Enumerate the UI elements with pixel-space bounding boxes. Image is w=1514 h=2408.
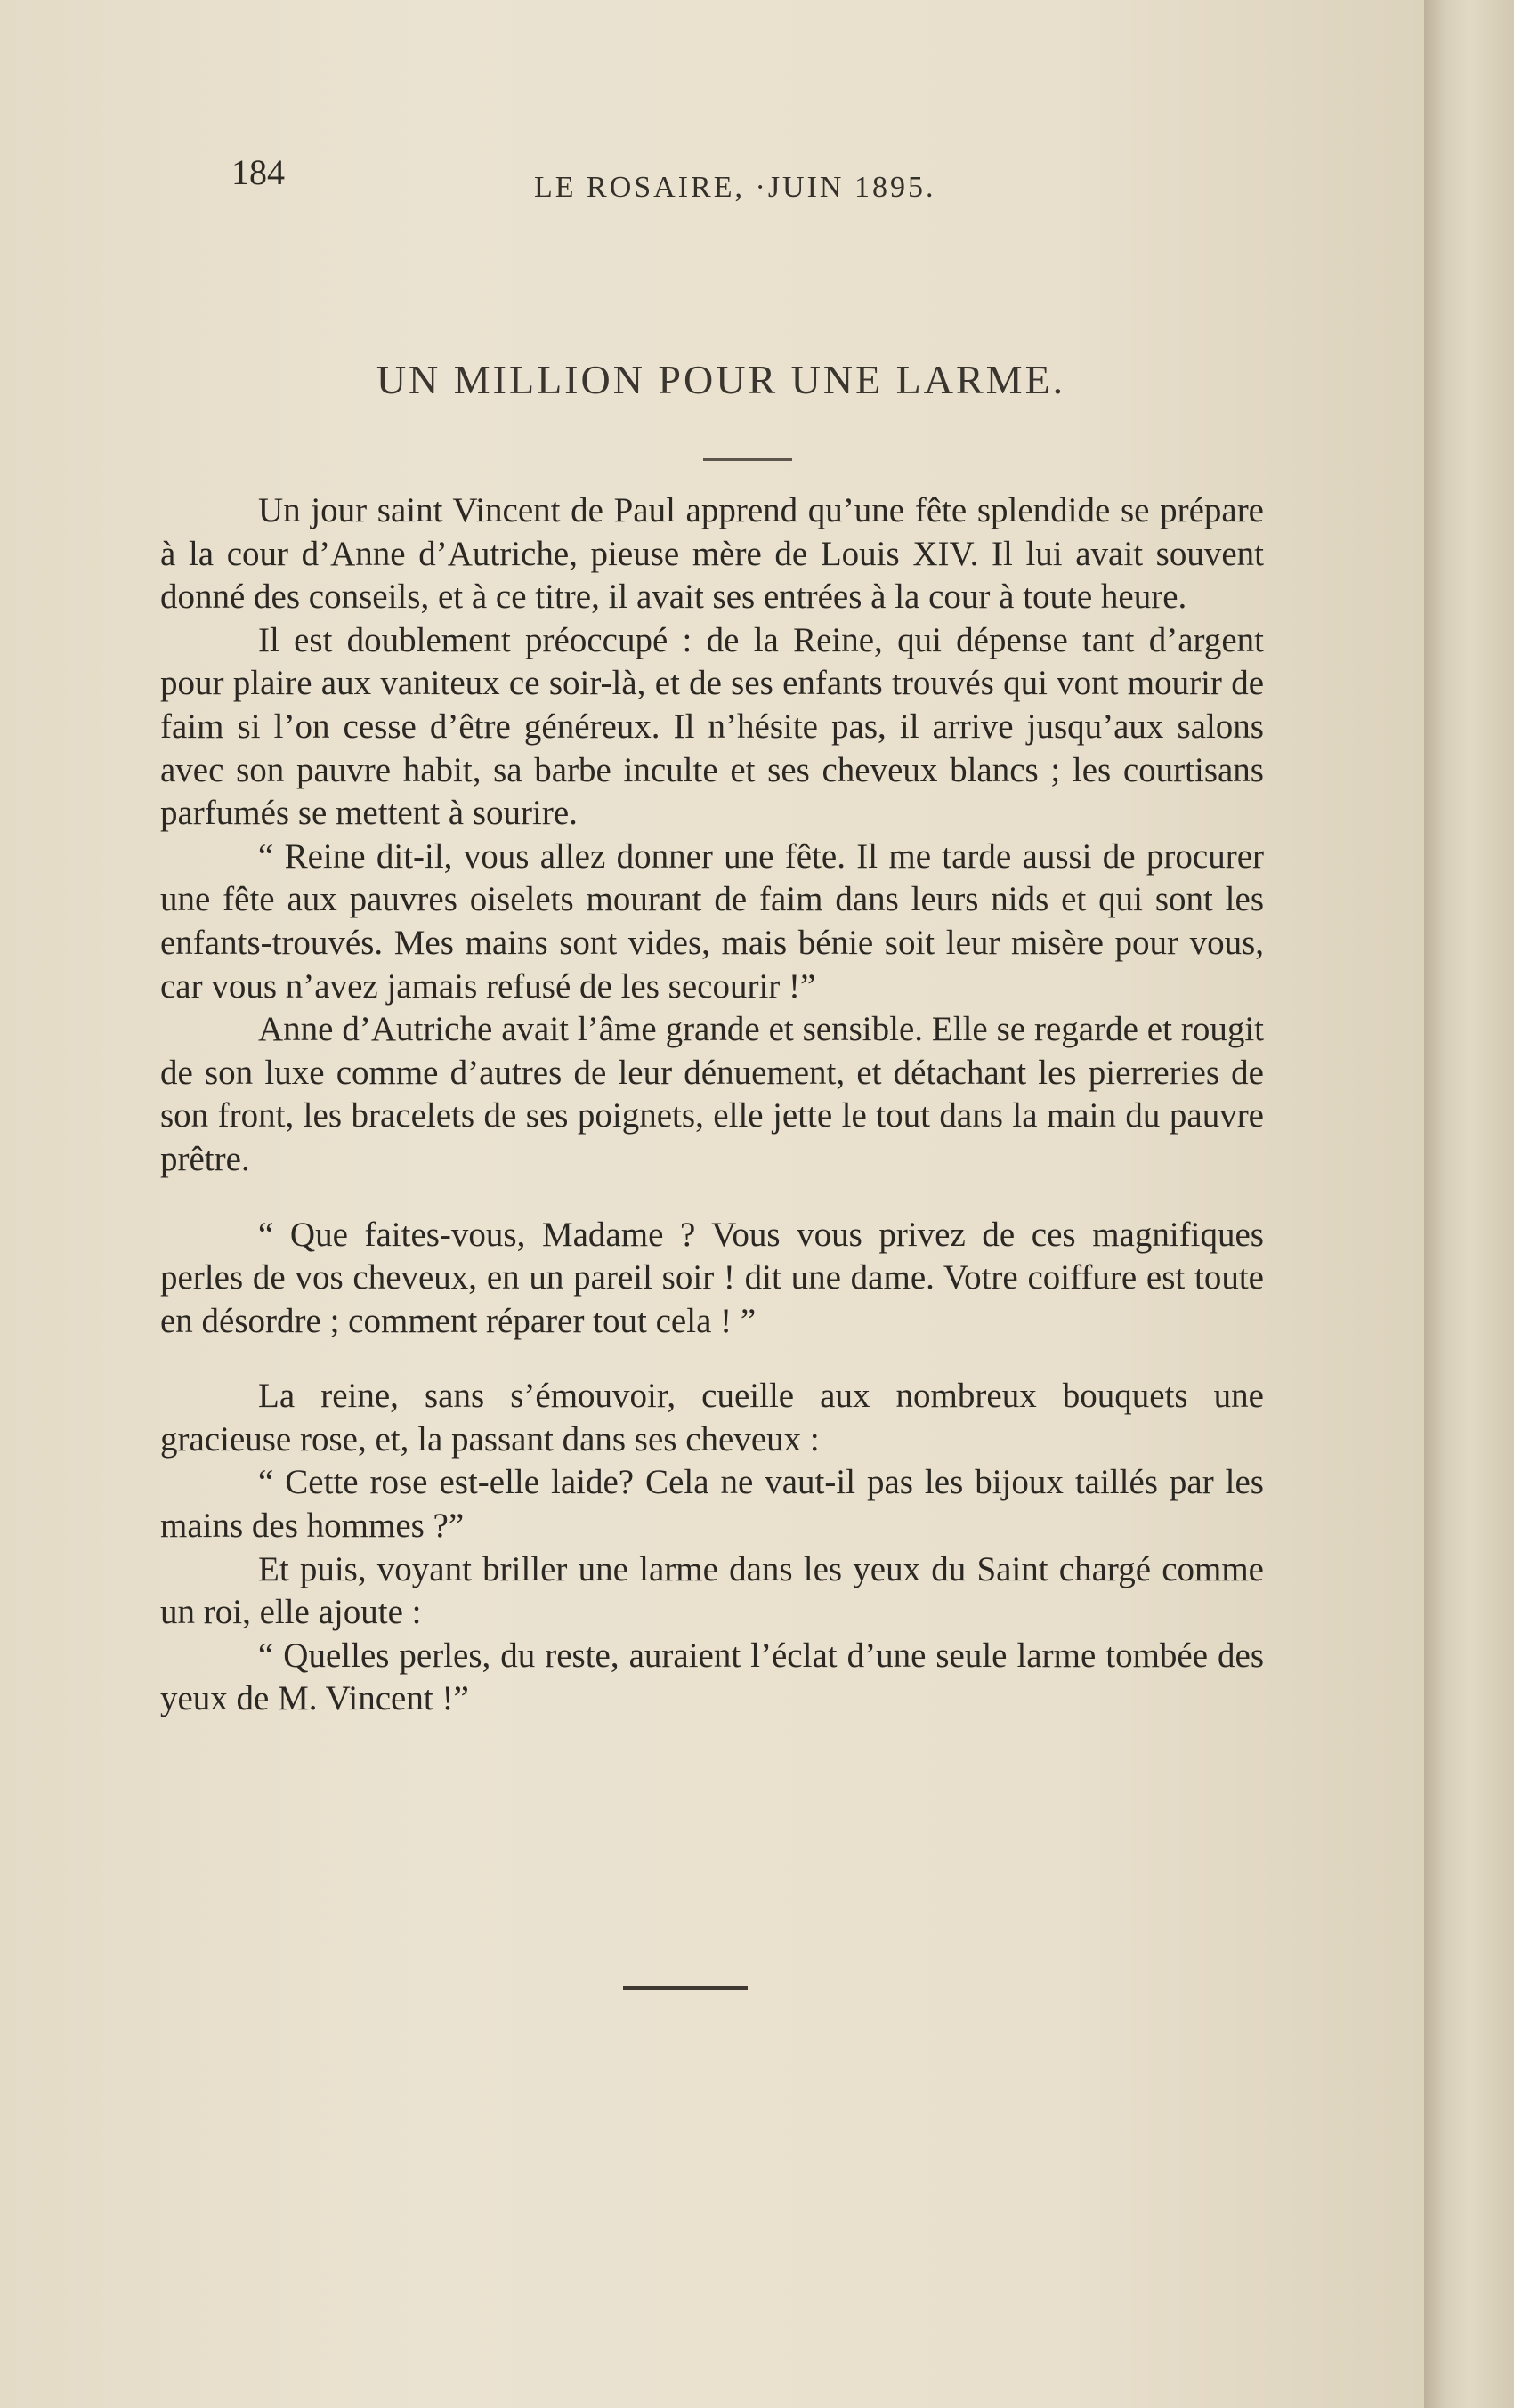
- end-divider: [623, 1986, 748, 1990]
- paragraph: “ Quelles perles, du reste, auraient l’éclat d’une seule larme tombée des yeux de M. Vincent !”: [160, 1636, 1264, 1718]
- page-number: 184: [231, 152, 285, 192]
- page-edge: [1424, 0, 1514, 2408]
- paragraph: La reine, sans s’émouvoir, cueille aux nombreux bouquets une gracieuse rose, et, la passant dans ses cheveux :: [160, 1377, 1264, 1459]
- paragraph: Il est doublement préoccupé : de la Reine, qui dépense tant d’argent pour plaire aux vaniteux ce soir-là, et de ses enfants trouvés qui vont mourir de faim si l’on cesse d’être généreux. Il n’hésite pas, il arrive jusqu’aux salons avec son pauvre habit, sa barbe inculte et ses cheveux blancs ; les courtisans parfumés se mettent à sourire.: [160, 620, 1264, 833]
- paragraph: Un jour saint Vincent de Paul apprend qu’une fête splendide se prépare à la cour d’Anne d’Autriche, pieuse mère de Louis XIV. Il lui avait souvent donné des conseils, et à ce titre, il avait ses entrées à la cour à toute heure.: [160, 491, 1264, 617]
- running-head: [231, 151, 1264, 214]
- paragraph: “ Cette rose est-elle laide? Cela ne vaut-il pas les bijoux taillés par les mains des hommes ?”: [160, 1463, 1264, 1546]
- article-title: UN MILLION POUR UNE LARME.: [376, 357, 1066, 402]
- running-title: LE ROSAIRE, ·JUIN 1895.: [534, 171, 936, 204]
- paragraph: “ Reine dit-il, vous allez donner une fête. Il me tarde aussi de procurer une fête aux pauvres oiselets mourant de faim dans leurs nids et qui sont les enfants-trouvés. Mes mains sont vides, mais bénie soit leur misère pour vous, car vous n’avez jamais refusé de les secourir !”: [160, 836, 1264, 1006]
- article-body: [160, 489, 1264, 1721]
- paragraph: Et puis, voyant briller une larme dans les yeux du Saint chargé comme un roi, elle ajoute :: [160, 1549, 1264, 1632]
- paragraph: Anne d’Autriche avait l’âme grande et sensible. Elle se regarde et rougit de son luxe comme d’autres de leur dénuement, et détachant les pierreries de son front, les bracelets de ses poignets, elle jette le tout dans la main du pauvre prêtre.: [160, 1010, 1264, 1178]
- paragraph: “ Que faites-vous, Madame ? Vous vous privez de ces magnifiques perles de vos cheveux, en un pareil soir ! dit une dame. Votre coiffure est toute en désordre ; comment réparer tout cela ! ”: [160, 1215, 1264, 1340]
- title-divider: [703, 458, 792, 461]
